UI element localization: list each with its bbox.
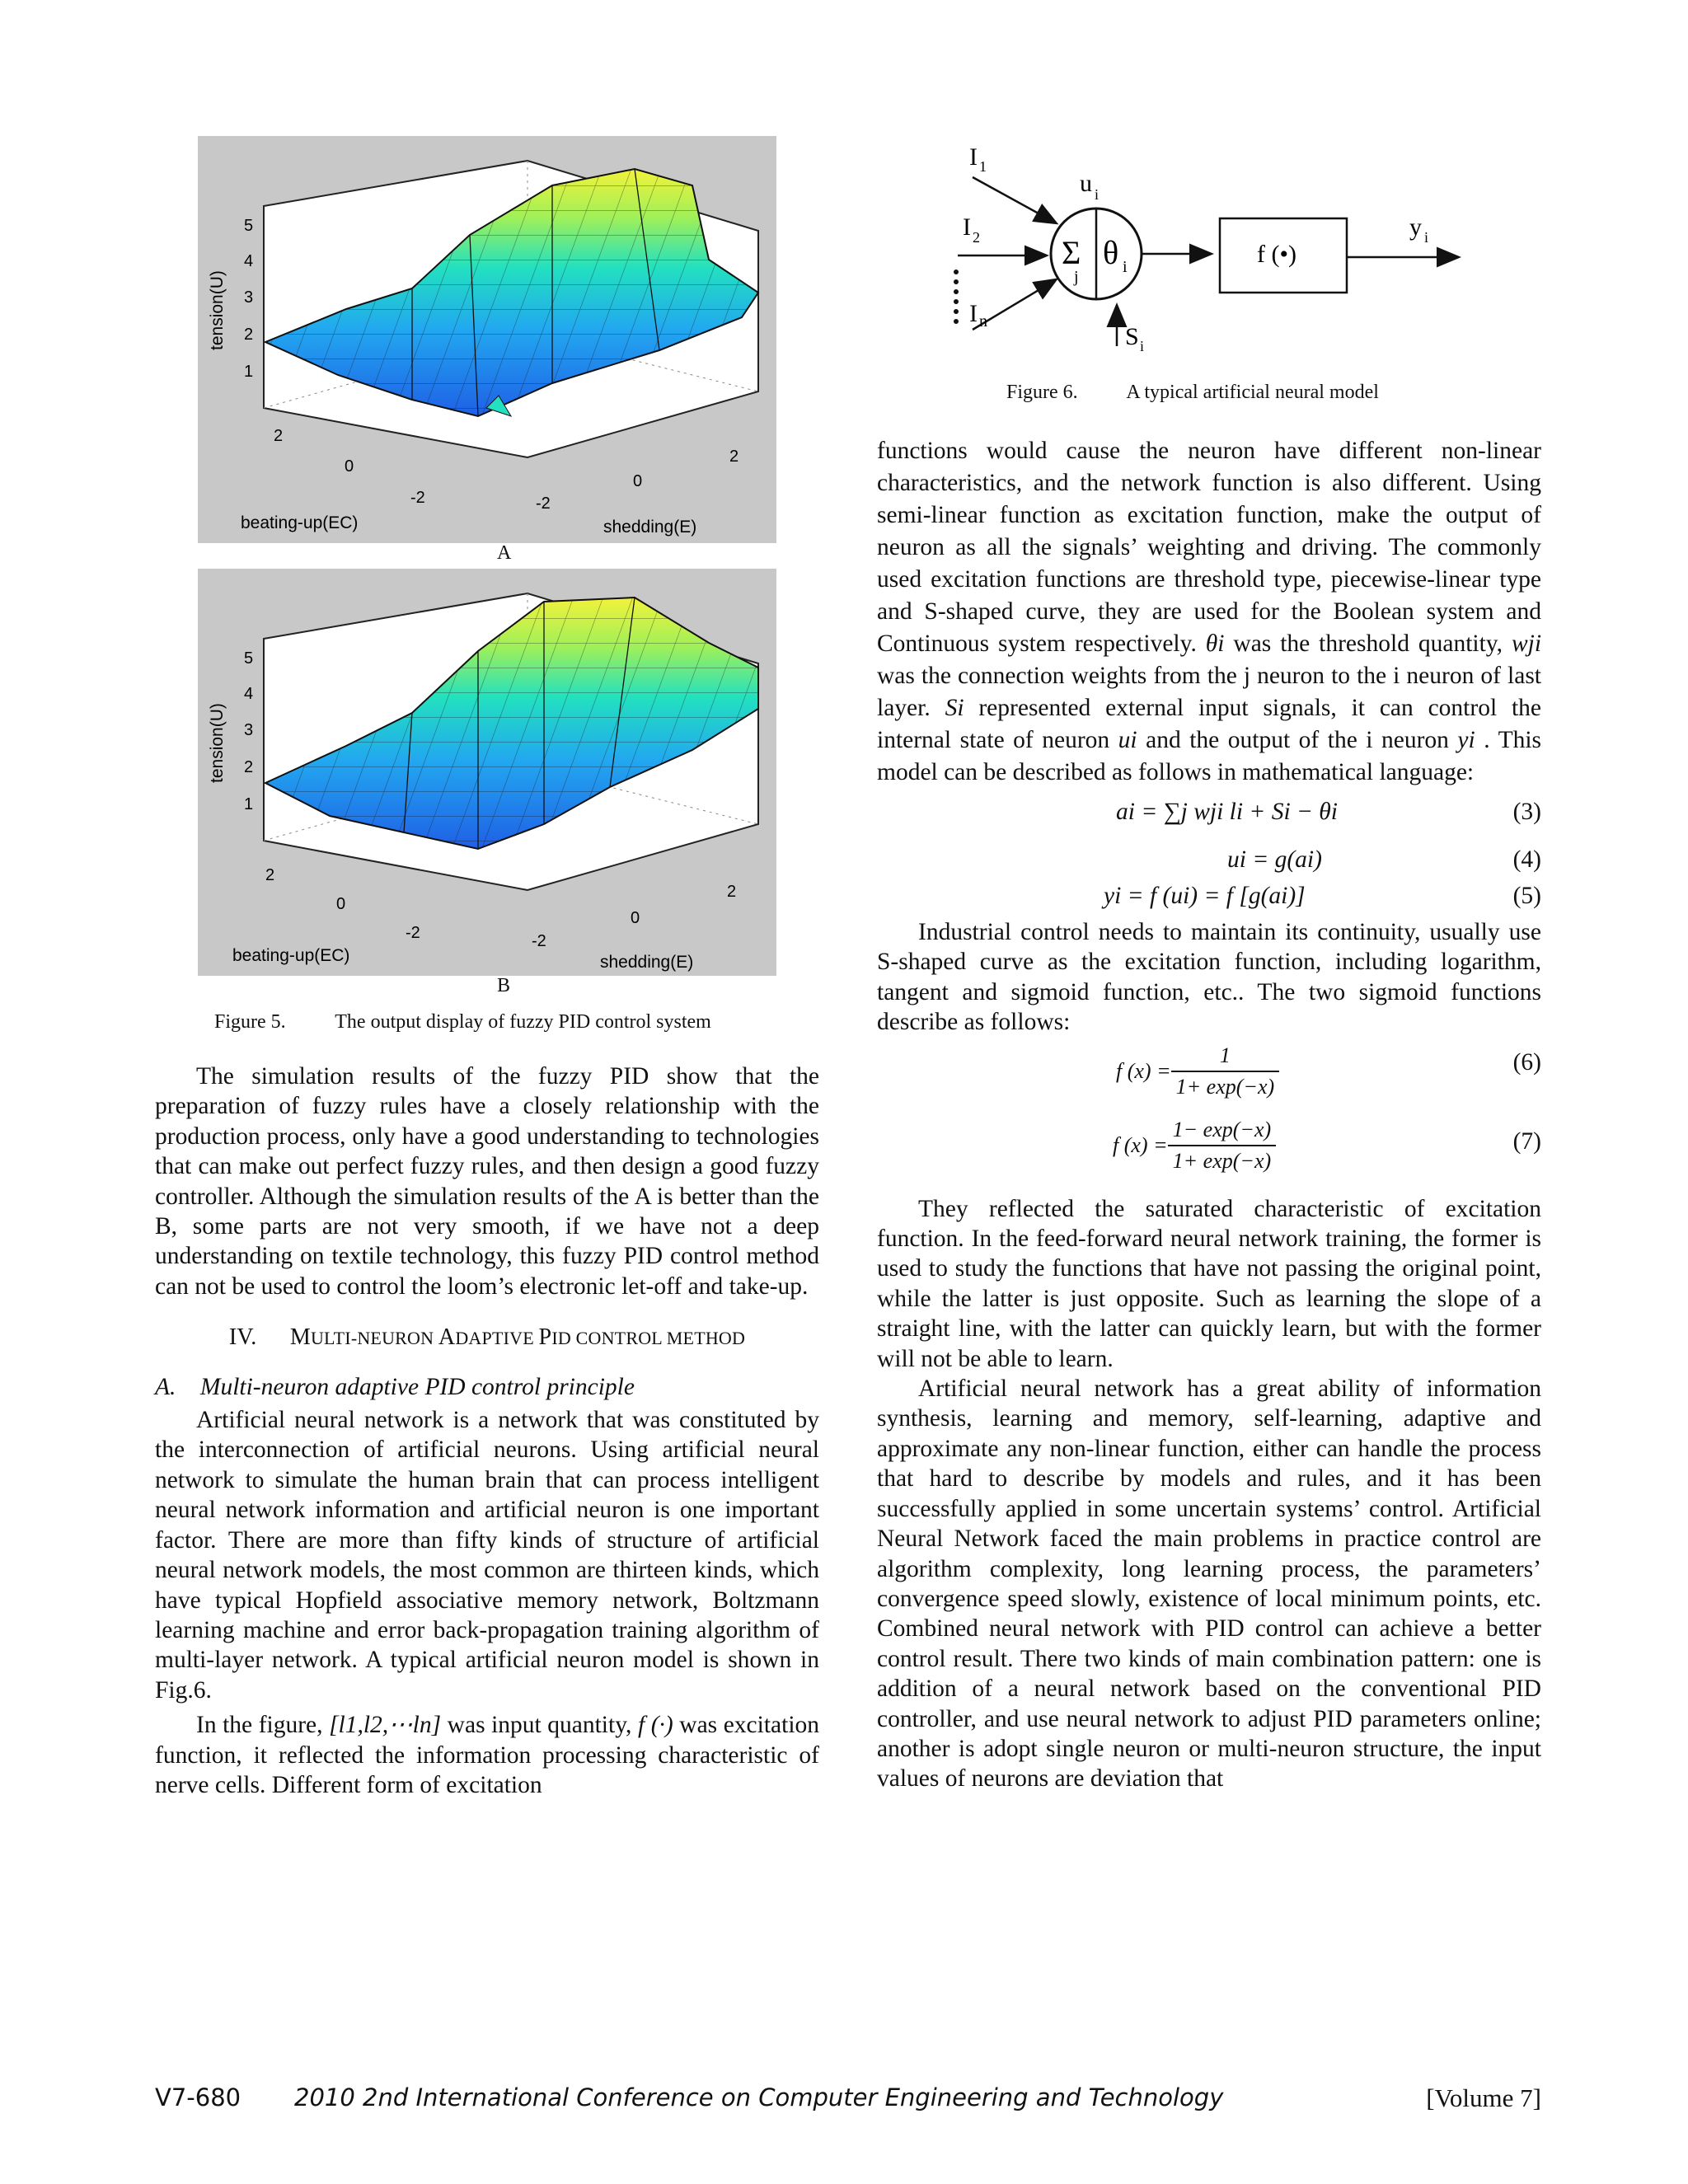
paragraph: Artificial neural network is a network that was constituted by the interconnection of artificial neurons. Using artificial neural network to simulate the human brain that can process intelligent neural network information and artificial neuron is one important factor. There are more than fifty kinds of structure of artificial neural network models, the most common are thirteen kinds, which have typical Hopfield associative memory network, Boltzmann learning machine and error back-propagation training algorithm of multi-layer network. A typical artificial neuron model is shown in Fig.6. bbox=[155, 1407, 819, 1704]
z-tick: 2 bbox=[244, 326, 254, 344]
input-i2-label: I bbox=[963, 213, 971, 241]
x-tick: 2 bbox=[274, 427, 284, 445]
section-heading bbox=[155, 1323, 819, 1353]
y-axis-label: shedding(E) bbox=[600, 953, 694, 972]
math-symbol: wji bbox=[1511, 630, 1542, 657]
y-sub: i bbox=[1424, 229, 1429, 246]
figure6-caption-number: Figure 6. bbox=[1006, 382, 1078, 403]
z-tick: 3 bbox=[244, 721, 254, 739]
x-tick: 0 bbox=[345, 457, 354, 476]
figure6-caption bbox=[1006, 382, 1379, 404]
section-title-part: M bbox=[289, 1324, 311, 1351]
footer-conference: 2010 2nd International Conference on Computer Engineering and Technology bbox=[294, 2083, 1224, 2111]
section-title-part: A bbox=[438, 1324, 456, 1351]
math-vector: [l1,l2,⋯ln] bbox=[329, 1712, 442, 1739]
figure5-plot-a bbox=[198, 136, 776, 543]
section-number: IV. bbox=[228, 1324, 257, 1351]
equation-number: (3) bbox=[1512, 799, 1541, 825]
figure6-caption-text: A typical artificial neural model bbox=[1126, 382, 1379, 403]
section-title-part: ULTI bbox=[310, 1328, 351, 1349]
text-run: In the figure, bbox=[196, 1712, 323, 1739]
y-tick: 2 bbox=[727, 883, 737, 901]
subsection-heading: A. Multi-neuron adaptive PID control principle bbox=[155, 1373, 635, 1400]
math-symbol: ui bbox=[1118, 727, 1137, 753]
s-label: S bbox=[1125, 323, 1139, 350]
input-i2-sub: 2 bbox=[973, 229, 980, 246]
x-tick: -2 bbox=[410, 489, 425, 507]
section-title-part: P bbox=[538, 1324, 552, 1351]
equation-lhs: f (x) = bbox=[1116, 1058, 1171, 1083]
math-function: f (·) bbox=[637, 1712, 673, 1739]
x-tick: -2 bbox=[406, 924, 420, 942]
y-tick: -2 bbox=[532, 932, 546, 950]
numerator: 1− exp(−x) bbox=[1168, 1115, 1277, 1146]
x-axis-label: beating-up(EC) bbox=[232, 946, 350, 965]
y-label: y bbox=[1409, 213, 1422, 241]
equation-3 bbox=[877, 789, 1541, 843]
left-column bbox=[155, 1062, 819, 1800]
z-tick: 4 bbox=[244, 685, 254, 703]
numerator: 1 bbox=[1171, 1041, 1280, 1072]
z-tick: 1 bbox=[244, 363, 254, 381]
equation-lhs: f (x) = bbox=[1113, 1132, 1168, 1157]
equation-body: yi = f (ui) = f [g(ai)] bbox=[1104, 883, 1306, 909]
input-in-sub: n bbox=[979, 312, 987, 330]
equation-body: ai = ∑j wji li + Si − θi bbox=[1116, 799, 1338, 825]
z-tick: 2 bbox=[244, 758, 254, 776]
sum-symbol: Σ bbox=[1062, 234, 1081, 271]
footer-volume: [Volume 7] bbox=[1426, 2083, 1541, 2112]
z-tick: 3 bbox=[244, 288, 254, 307]
figure5-caption-text: The output display of fuzzy PID control system bbox=[335, 1011, 711, 1033]
equation-number: (5) bbox=[1512, 883, 1541, 909]
denominator: 1+ exp(−x) bbox=[1175, 1075, 1275, 1099]
text-run: was excitation function, it reflected the information processing characteristic of nerve cells. Different form of excitation bbox=[155, 1712, 820, 1798]
x-axis-label: beating-up(EC) bbox=[241, 513, 359, 532]
paragraph: They reflected the saturated characteristic of excitation function. In the feed-forward neural network training, the former is used to study the functions that have not passing the original point, while the latter is just opposite. Such as learning the slope of a straight line, with the latter can quickly learn, but with the former will not be able to learn. bbox=[877, 1195, 1541, 1372]
x-tick: 2 bbox=[265, 866, 275, 884]
math-symbol: yi bbox=[1457, 727, 1475, 753]
equation-number: (6) bbox=[1512, 1048, 1541, 1076]
text-run: was the threshold quantity, bbox=[1233, 630, 1503, 657]
equation-6 bbox=[877, 1038, 1541, 1112]
paragraph: Artificial neural network has a great ability of information synthesis, learning and memory, self-learning, adaptive and approximate any non-linear function, either can handle the process that hard to describe by models and rules, and it has been successfully applied in some uncertain systems’ control. Artificial Neural Network faced the main problems in practice control are algorithm complexity, long learning process, the parameters’ convergence speed slowly, existence of local minimum points, etc. Combined neural network with PID control can achieve a better control result. There two kinds of main combination pattern: one is addition of a neural network based on the conventional PID controller, and use neural network to adjust PID parameters online; another is adopt single neuron or multi-neuron structure, the input values of neurons are deviation that bbox=[877, 1376, 1541, 1793]
math-symbol: θi bbox=[1205, 630, 1225, 657]
text-run: . This model can be described as follows in mathematical language: bbox=[877, 727, 1542, 785]
figure5-sublabel-a: A bbox=[497, 542, 512, 564]
x-tick: 0 bbox=[336, 895, 346, 913]
theta-sub: i bbox=[1123, 258, 1128, 276]
section-title-part: DAPTIVE bbox=[455, 1328, 539, 1349]
input-dots bbox=[954, 269, 959, 324]
y-tick: 0 bbox=[631, 909, 640, 927]
u-sub: i bbox=[1095, 186, 1100, 203]
paragraph: Industrial control needs to maintain its continuity, usually use S-shaped curve as the excitation function, including logarithm, tangent and sigmoid function, etc.. The two sigmoid functions describe as follows: bbox=[877, 919, 1541, 1036]
y-tick: 2 bbox=[729, 448, 739, 466]
text-run: was input quantity, bbox=[447, 1712, 632, 1739]
figure5-plot-b bbox=[198, 569, 776, 976]
theta-symbol: θ bbox=[1103, 234, 1119, 271]
section-title-part: -NEURON bbox=[350, 1328, 438, 1349]
sum-sub: j bbox=[1074, 268, 1079, 286]
equation-body: ui = g(ai) bbox=[1227, 846, 1322, 873]
figure5-caption bbox=[214, 1011, 711, 1033]
text-run: represented external input signals, it can control the internal state of neuron bbox=[877, 695, 1542, 753]
s-sub: i bbox=[1140, 338, 1145, 354]
z-axis-label: tension(U) bbox=[208, 703, 227, 783]
equation-7 bbox=[877, 1112, 1541, 1194]
z-tick: 1 bbox=[244, 795, 254, 813]
y-axis-label: shedding(E) bbox=[603, 518, 697, 537]
footer-page-number: V7-680 bbox=[155, 2083, 241, 2111]
fraction bbox=[1171, 1041, 1280, 1103]
figure5-caption-number: Figure 5. bbox=[214, 1011, 286, 1033]
paragraph: The simulation results of the fuzzy PID show that the preparation of fuzzy rules have a closely relationship with the production process, only have a good understanding to technologies that can make out perfect fuzzy rules, and then design a good fuzzy controller. Although the simulation results of the A is better than the B, some parts are not very smooth, if we have not a deep understanding on textile technology, this fuzzy PID control method can not be used to control the loom’s electronic let-off and take-up. bbox=[155, 1063, 819, 1300]
right-column bbox=[877, 435, 1541, 1794]
paragraph bbox=[155, 1710, 819, 1800]
section-title-part: ID CONTROL METHOD bbox=[551, 1328, 746, 1349]
equation-number: (4) bbox=[1512, 846, 1541, 873]
text-run: was the connection weights from the j neuron to the i neuron of last layer. bbox=[877, 663, 1541, 721]
y-tick: 0 bbox=[633, 472, 643, 490]
equation-5 bbox=[877, 879, 1541, 917]
activation-label: f (•) bbox=[1257, 241, 1296, 268]
paragraph bbox=[877, 435, 1541, 789]
z-axis-label: tension(U) bbox=[208, 270, 227, 350]
input-i1-sub: 1 bbox=[979, 158, 987, 175]
equation-4 bbox=[877, 843, 1541, 879]
math-symbol: Si bbox=[945, 695, 964, 721]
z-tick: 4 bbox=[244, 252, 254, 270]
input-in-label: I bbox=[969, 300, 978, 327]
y-tick: -2 bbox=[536, 494, 551, 513]
surface-plot-a bbox=[198, 136, 776, 543]
z-tick: 5 bbox=[244, 217, 254, 235]
figure6-diagram bbox=[940, 140, 1484, 363]
text-run: functions would cause the neuron have different non-linear characteristics, and the network function is also different. Using semi-linear function as excitation function, make the output of neuron as all the signals’ weighting and driving. The commonly used excitation functions are threshold type, piecewise-linear type and S-shaped curve, they are used for the Boolean system and Continuous system respectively. bbox=[877, 438, 1541, 657]
u-label: u bbox=[1080, 170, 1092, 197]
surface-plot-b bbox=[198, 569, 776, 976]
input-i1-label: I bbox=[969, 143, 978, 171]
denominator: 1+ exp(−x) bbox=[1172, 1149, 1272, 1174]
figure5-sublabel-b: B bbox=[497, 975, 511, 996]
equation-number: (7) bbox=[1512, 1127, 1541, 1155]
fraction bbox=[1168, 1115, 1277, 1177]
z-tick: 5 bbox=[244, 649, 254, 668]
text-run: and the output of the i neuron bbox=[1146, 727, 1449, 753]
